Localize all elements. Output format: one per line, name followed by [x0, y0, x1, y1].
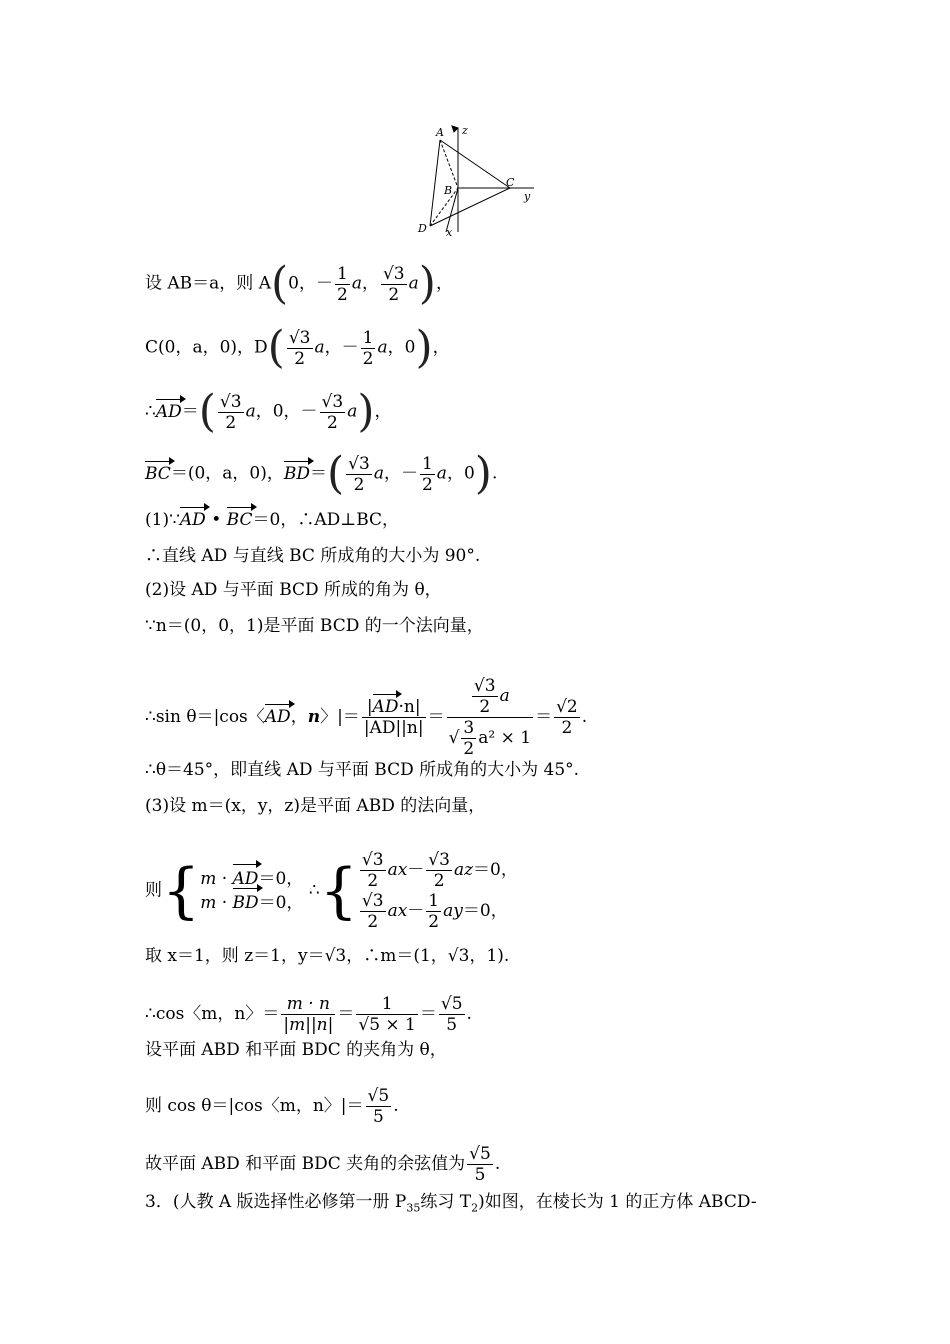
- fraction: [360, 891, 386, 932]
- n: √3: [361, 850, 384, 870]
- d: 2: [367, 871, 379, 891]
- d: a² × 1: [478, 728, 532, 748]
- n: n: [307, 707, 321, 727]
- n: √3: [288, 327, 311, 348]
- d: 2: [294, 348, 306, 369]
- text: ∴cos〈m，n〉＝: [145, 1004, 280, 1024]
- text: 则: [145, 880, 162, 901]
- line-13: 取 x＝1，则 z＝1，y＝√3，∴m＝(1，√3，1).: [145, 946, 510, 966]
- n: √3: [321, 391, 344, 412]
- vector-AD: AD: [264, 707, 291, 727]
- text: (1)∵: [145, 510, 180, 530]
- line-6: ∴直线 AD 与直线 BC 所成角的大小为 90°.: [145, 546, 481, 566]
- az: az: [453, 860, 474, 880]
- fraction: [467, 1144, 493, 1185]
- line-7: (2)设 AD 与平面 BCD 所成的角为 θ，: [145, 580, 442, 600]
- m: m: [200, 869, 217, 889]
- n: √3: [219, 391, 242, 412]
- text: ∴: [145, 401, 156, 422]
- eq: ＝0，: [258, 869, 304, 889]
- fraction: [320, 392, 346, 433]
- vector-AD: AD: [372, 697, 399, 717]
- n: 1: [362, 327, 374, 348]
- text: ＝0，∴AD⊥BC，: [252, 510, 400, 530]
- fraction: [472, 676, 498, 717]
- n: √3: [348, 453, 370, 474]
- a: a: [245, 401, 256, 422]
- d: 5: [446, 1015, 458, 1035]
- a: a: [436, 463, 447, 484]
- eq: ＝0，: [258, 893, 304, 913]
- d: 5: [474, 1165, 486, 1185]
- fraction: [335, 264, 350, 305]
- d: 5: [372, 1107, 384, 1127]
- a: a: [377, 337, 388, 358]
- fraction: [420, 454, 435, 495]
- sub: 2: [471, 1201, 479, 1215]
- n: m · n: [281, 994, 335, 1015]
- fraction: [426, 850, 452, 891]
- vector-AD: AD: [155, 401, 182, 422]
- text: 3．(人教 A 版选择性必修第一册 P: [145, 1192, 407, 1212]
- fraction: [218, 392, 244, 433]
- line-18: [145, 1192, 757, 1218]
- sub: 35: [406, 1201, 421, 1215]
- d: 2: [428, 912, 440, 932]
- n: √3: [361, 891, 384, 911]
- text: 练习 T: [420, 1192, 472, 1212]
- label-A: A: [436, 126, 444, 139]
- label-C: C: [506, 176, 515, 189]
- line-2: C(0，a，0)，D( $\frac{√3}{2}$ a，－ $\frac{1}{2}$ a，0)，: [145, 322, 450, 373]
- vector-BC: BC: [145, 463, 171, 484]
- line-15: 设平面 ABD 和平面 BDC 的夹角为 θ，: [145, 1040, 447, 1060]
- system-1: m · AD＝0， m · BD＝0，: [200, 869, 304, 913]
- d: 2: [388, 284, 400, 305]
- d: |m||n|: [283, 1015, 334, 1035]
- text: ∴sin θ＝|cos〈: [145, 707, 265, 727]
- tetrahedron-figure: [410, 120, 550, 244]
- n: ·n: [398, 697, 415, 717]
- ax: ax: [387, 860, 408, 880]
- vector-AD: AD: [232, 869, 259, 889]
- d: 2: [421, 474, 433, 495]
- a: a: [373, 463, 384, 484]
- fraction: [426, 891, 441, 932]
- text: )如图，在棱长为 1 的正方体 ABCD-: [478, 1192, 757, 1212]
- num: 0: [463, 463, 475, 484]
- d: 2: [353, 474, 365, 495]
- line-12: 则{ m · AD＝0， m · BD＝0， ∴{ $\frac{√3}{2}$ ax－ $\frac{√3}{2}$ az＝0， $\frac{√3}{2}$ ax－ $\frac{1}{2}$ ay＝0，: [145, 850, 518, 932]
- line-3: ∴AD＝( $\frac{√3}{2}$ a，0，－ $\frac{√3}{2}$ a)，: [145, 386, 392, 437]
- line-10: ∴θ＝45°，即直线 AD 与平面 BCD 所成角的大小为 45°.: [145, 760, 580, 780]
- n: √3: [382, 263, 405, 284]
- ax: ax: [387, 901, 408, 921]
- vector-BC: BC: [226, 510, 253, 530]
- label-B: B: [444, 184, 453, 197]
- d: |AD||n|: [363, 718, 424, 738]
- fraction: [346, 454, 372, 495]
- line-8: ∵n＝(0，0，1)是平面 BCD 的一个法向量，: [145, 616, 484, 636]
- d: 2: [479, 697, 491, 717]
- num: 0: [288, 273, 299, 294]
- fraction: $\frac{|AD\cdot n|}{|AD||n|}$: [363, 697, 424, 738]
- label-y: y: [524, 190, 531, 203]
- text: 故平面 ABD 和平面 BDC 夹角的余弦值为: [145, 1154, 466, 1174]
- n: √5: [367, 1086, 390, 1106]
- vector-BD: BD: [232, 893, 259, 913]
- a: a: [347, 401, 358, 422]
- d: 2: [463, 739, 475, 759]
- tetrahedron-diagram: [410, 120, 550, 240]
- a: a: [408, 273, 419, 294]
- label-z: z: [462, 124, 468, 137]
- line-14: ∴cos〈m，n〉＝ $\frac{m \cdot n}{|m||n|}$ ＝ $\frac{1}{√5 \times 1}$ ＝ $\frac{√5}{5}$ .: [145, 994, 472, 1035]
- n: 3: [463, 718, 475, 738]
- n: 1: [356, 994, 418, 1015]
- fraction: $\frac{√3}{2}$ a √ $\frac{3}{2}$ a² × 1: [448, 676, 532, 759]
- fraction: [360, 850, 386, 891]
- a: a: [314, 337, 325, 358]
- vector-AD: AD: [179, 510, 206, 530]
- d: 2: [326, 412, 338, 433]
- fraction: [439, 994, 465, 1035]
- m: m: [200, 893, 217, 913]
- n: √3: [473, 676, 496, 696]
- d: 2: [561, 718, 573, 738]
- n: 1: [428, 891, 440, 911]
- n: 1: [421, 453, 433, 474]
- label-x: x: [446, 226, 453, 239]
- d: 2: [225, 412, 237, 433]
- fraction: [361, 328, 376, 369]
- fraction: [287, 328, 313, 369]
- vector-BD: BD: [283, 463, 310, 484]
- label-D: D: [418, 222, 427, 235]
- line-9: ∴sin θ＝|cos〈AD，n〉|＝ $\frac{|AD\cdot n|}{|AD||n|}$ ＝ $\frac{√3}{2}$ a √ $\frac{3}{2}$ a² × 1 ＝ $\frac{√2}{2}$ .: [145, 676, 588, 759]
- text: 设 AB＝a，则 A: [145, 273, 271, 294]
- n: √3: [428, 850, 450, 870]
- d: 2: [367, 912, 379, 932]
- fraction: [381, 264, 407, 305]
- fraction: [356, 994, 418, 1035]
- eq: ＝0，: [462, 901, 508, 921]
- d: 2: [362, 348, 374, 369]
- fraction: [366, 1086, 392, 1127]
- line-5: (1)∵AD • BC＝0，∴AD⊥BC，: [145, 510, 400, 530]
- text: 则 cos θ＝|cos〈m，n〉|＝: [145, 1096, 364, 1116]
- n: √5: [440, 994, 463, 1014]
- fraction: [461, 718, 476, 759]
- d: 2: [337, 284, 348, 305]
- system-2: $\frac{√3}{2}$ ax－ $\frac{√3}{2}$ az＝0， $\frac{√3}{2}$ ax－ $\frac{1}{2}$ ay＝0，: [361, 850, 518, 932]
- fraction: [554, 697, 580, 738]
- eq: ＝0，: [473, 860, 518, 880]
- n: 1: [337, 263, 348, 284]
- a: a: [499, 686, 510, 706]
- ay: ay: [443, 901, 463, 921]
- text: C(0，a，0)，D: [145, 337, 268, 358]
- brace: {: [162, 856, 201, 926]
- d: 2: [433, 871, 445, 891]
- brace: {: [319, 856, 358, 926]
- line-1: 设 AB＝a，则 A(0，－ $\frac{1}{2}$ a， $\frac{√3}{2}$ a)，: [145, 258, 453, 309]
- fraction: [281, 994, 335, 1035]
- line-4: BC＝(0，a，0)，BD＝( $\frac{√3}{2}$ a，－ $\frac{1}{2}$ a，0).: [145, 448, 498, 499]
- line-11: (3)设 m＝(x，y，z)是平面 ABD 的法向量，: [145, 796, 486, 816]
- num: 0: [272, 401, 284, 422]
- text: ＝(0，a，0)，: [170, 463, 284, 484]
- line-16: 则 cos θ＝|cos〈m，n〉|＝ $\frac{√5}{5}$ .: [145, 1086, 399, 1127]
- d: √5 × 1: [358, 1015, 416, 1035]
- n: √5: [469, 1144, 491, 1164]
- line-17: 故平面 ABD 和平面 BDC 夹角的余弦值为 $\frac{√5}{5}$ .: [145, 1144, 501, 1185]
- num: 0: [404, 337, 416, 358]
- n: √2: [556, 697, 578, 717]
- a: a: [351, 273, 362, 294]
